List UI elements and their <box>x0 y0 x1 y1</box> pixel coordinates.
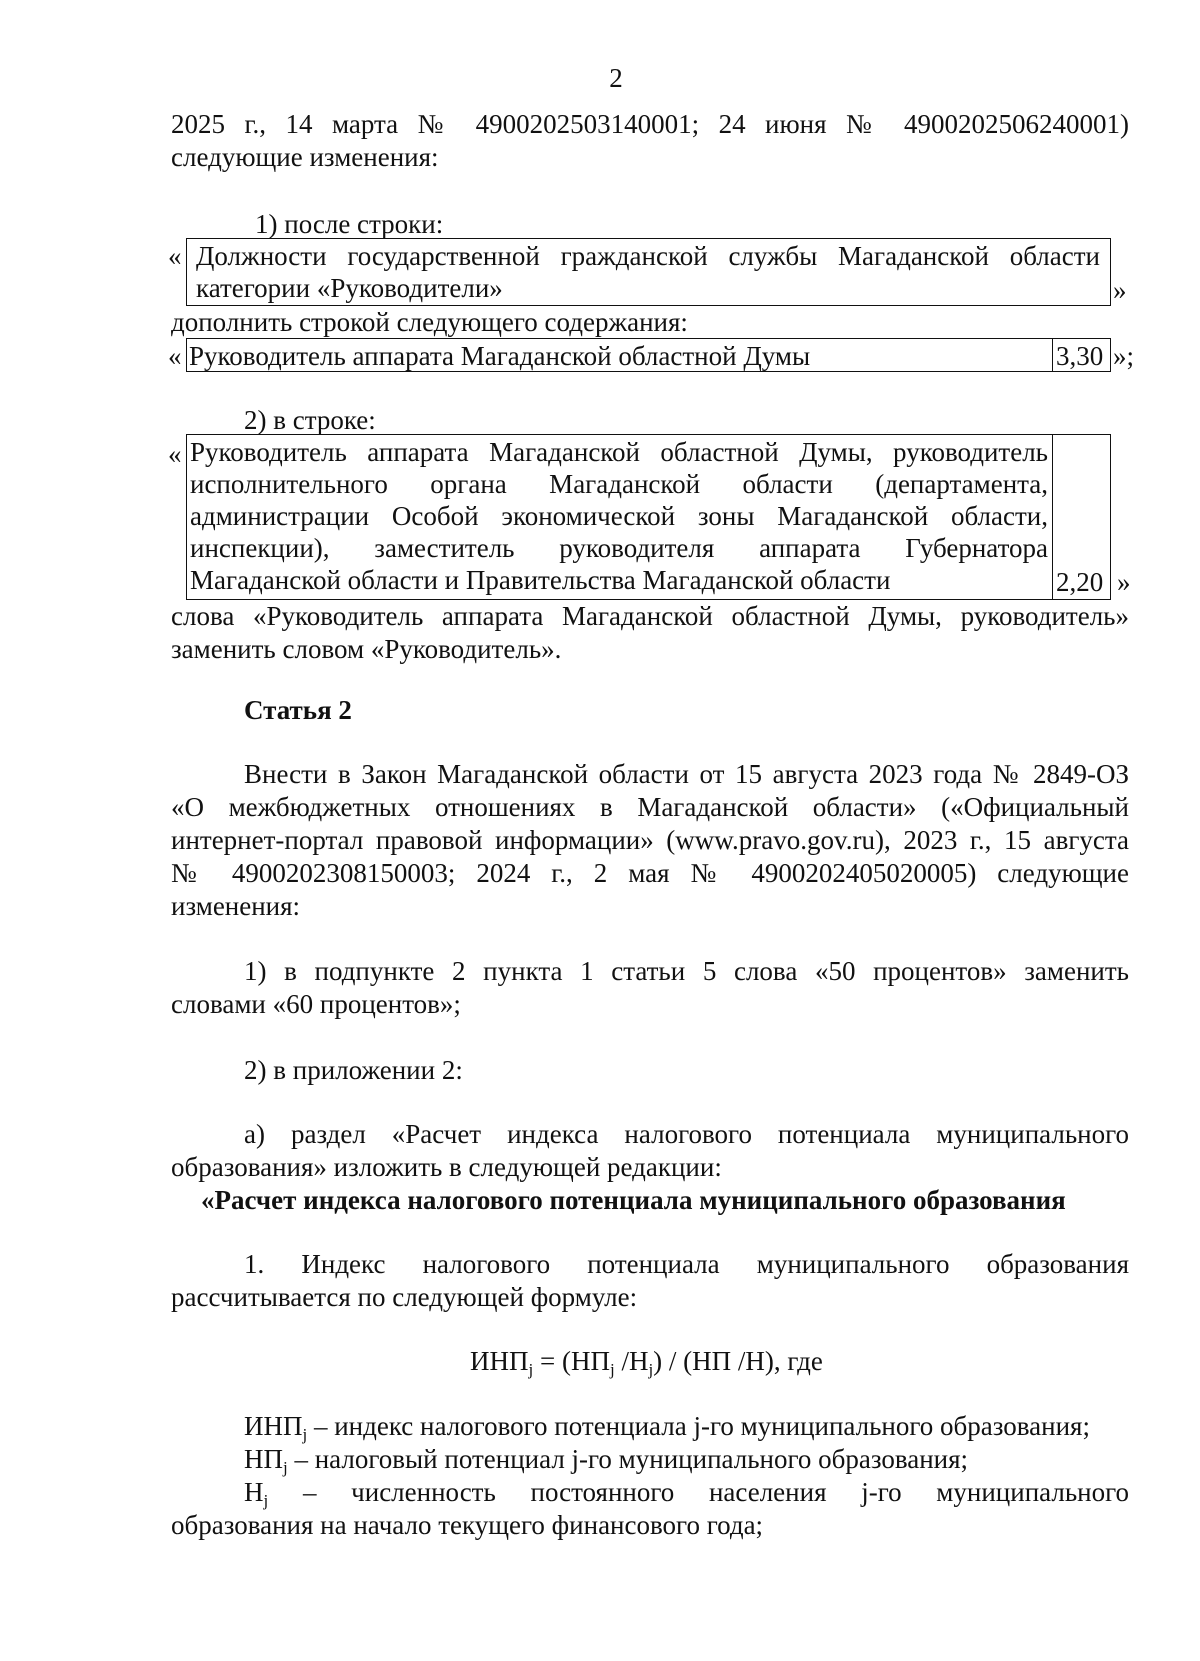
def-n-line-2: образования на начало текущего финансового года; <box>171 1510 764 1540</box>
def-np: $НП_j$ – налоговый потенциал j-го муниципального образования; <box>244 1444 969 1477</box>
replace-row-line-4: инспекции), заместитель руководителя аппарата Губернатора <box>190 533 1048 563</box>
article-2-para-line-5: изменения: <box>171 891 301 921</box>
replace-row-line-5: Магаданской области и Правительства Магаданской области <box>190 565 891 595</box>
def-n: $Н_j$ – численность постоянного населения j-го муниципального <box>244 1477 1129 1510</box>
replace-row-divider <box>1052 434 1053 600</box>
new-row-value: 3,30 <box>1056 341 1104 371</box>
open-quote: « <box>168 241 182 271</box>
open-quote: « <box>168 341 182 371</box>
sub2-heading: 2) в приложении 2: <box>244 1055 463 1085</box>
replace-row-line-1: Руководитель аппарата Магаданской областной Думы, руководитель <box>190 437 1048 467</box>
quoted-row-line-2: категории «Руководители» <box>196 273 503 303</box>
open-quote: « <box>168 439 182 469</box>
formula: $ИНП_j = (НП_j$ $/Н_j) / (НП$ /Н), где <box>470 1346 823 1379</box>
suba-line-2: образования» изложить в следующей редакции: <box>171 1152 722 1182</box>
p1-line-1: 1. Индекс налогового потенциала муниципального образования <box>244 1249 1129 1279</box>
quoted-row-line-1: Должности государственной гражданской службы Магаданской области <box>196 241 1100 271</box>
add-row-text: дополнить строкой следующего содержания: <box>171 307 688 337</box>
replace-row-line-3: администрации Особой экономической зоны Магаданской области, <box>190 501 1048 531</box>
new-row-close-quote: »; <box>1113 341 1135 371</box>
replace-row-value: 2,20 <box>1056 567 1104 597</box>
new-row-divider <box>1052 338 1053 372</box>
close-quote: » <box>1113 275 1127 305</box>
item2-after-line-1: слова «Руководитель аппарата Магаданской областной Думы, руководитель» <box>171 601 1129 631</box>
article-2-para-line-1: Внести в Закон Магаданской области от 15 августа 2023 года № 2849-ОЗ <box>244 759 1129 789</box>
replace-row-line-2: исполнительного органа Магаданской области (департамента, <box>190 469 1048 499</box>
article-2-title: Статья 2 <box>244 695 352 725</box>
article-2-para-line-3: интернет-портал правовой информации» (www.pravo.gov.ru), 2023 г., 15 августа <box>171 825 1129 855</box>
article-2-para-line-4: № 4900202308150003; 2024 г., 2 мая № 4900202405020005) следующие <box>171 858 1129 888</box>
def-inp: $ИНП_j$ – индекс налогового потенциала j-го муниципального образования; <box>244 1411 1090 1444</box>
new-row-text: Руководитель аппарата Магаданской областной Думы <box>189 341 811 371</box>
item2-after-line-2: заменить словом «Руководитель». <box>171 634 562 664</box>
article-2-para-line-2: «О межбюджетных отношениях в Магаданской области» («Официальный <box>171 792 1129 822</box>
suba-line-1: а) раздел «Расчет индекса налогового потенциала муниципального <box>244 1119 1129 1149</box>
p1-line-2: рассчитывается по следующей формуле: <box>171 1282 638 1312</box>
item1-heading: 1) после строки: <box>255 209 444 239</box>
close-quote: » <box>1117 567 1131 597</box>
page-number: 2 <box>609 63 623 93</box>
item2-heading: 2) в строке: <box>244 405 376 435</box>
section-title: «Расчет индекса налогового потенциала муниципального образования <box>201 1185 1066 1215</box>
intro-line-1: 2025 г., 14 марта № 4900202503140001; 24 июня № 4900202506240001) <box>171 109 1129 139</box>
sub1-line-2: словами «60 процентов»; <box>171 989 461 1019</box>
intro-line-2: следующие изменения: <box>171 142 439 172</box>
sub1-line-1: 1) в подпункте 2 пункта 1 статьи 5 слова «50 процентов» заменить <box>244 956 1129 986</box>
